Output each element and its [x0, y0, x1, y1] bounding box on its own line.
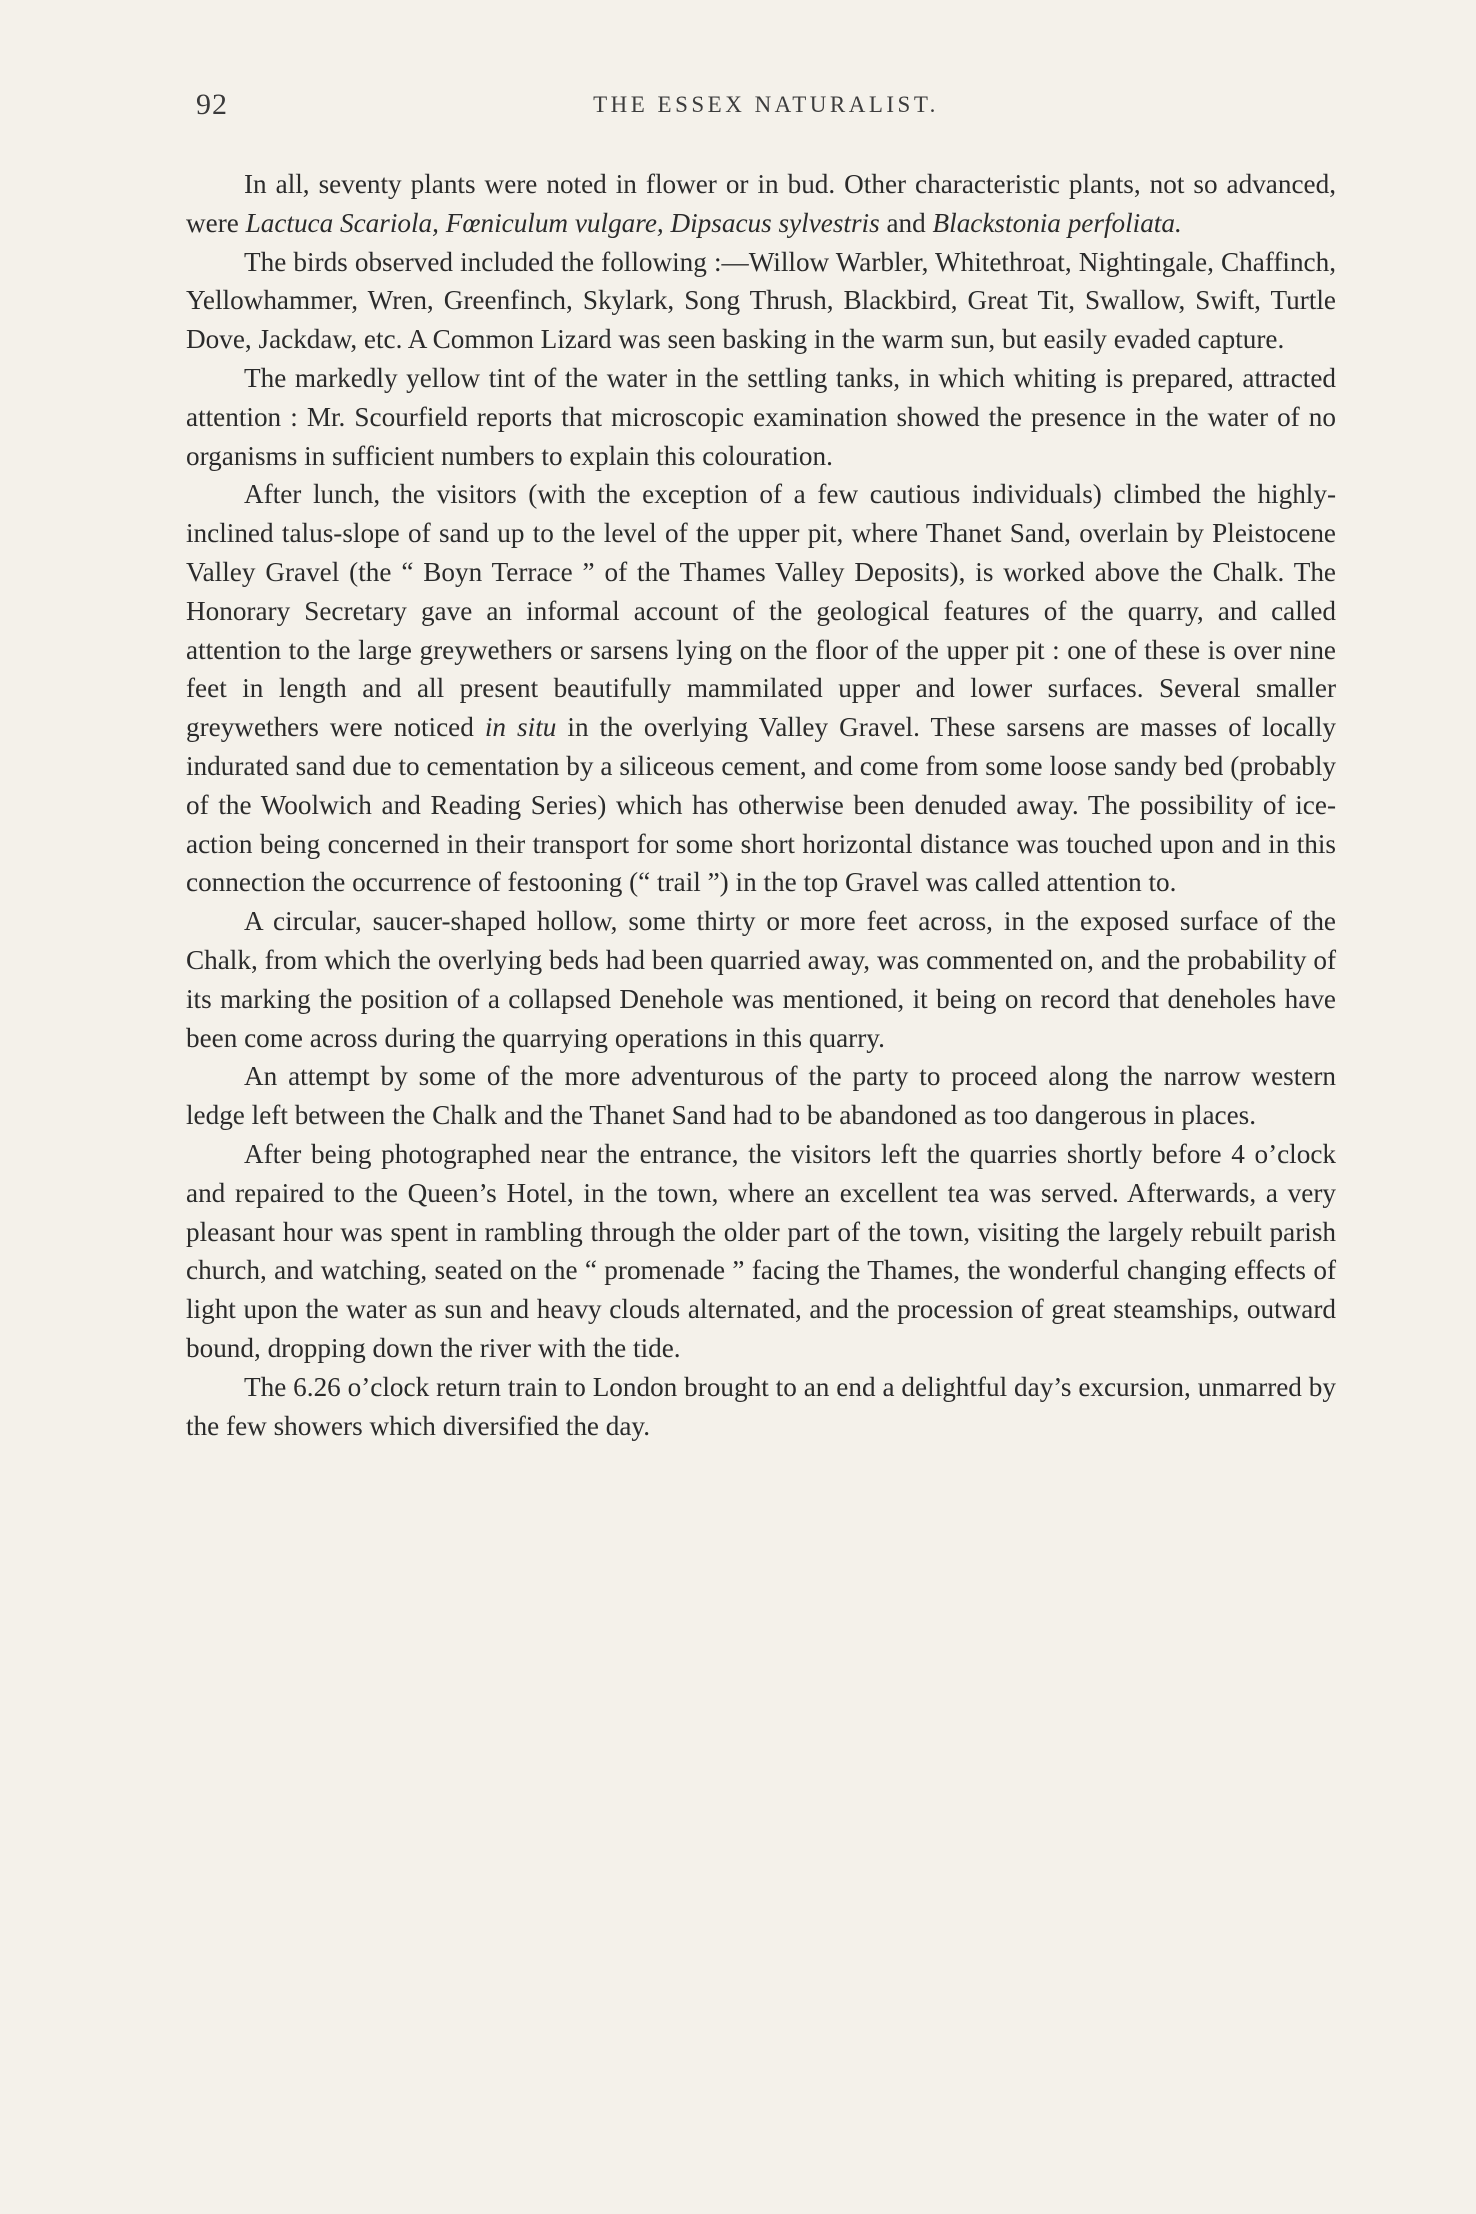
running-title: THE ESSEX NATURALIST.	[593, 92, 939, 117]
text-run: in the overlying Valley Gravel. These sarsens are masses of locally indurated sand due to cementation by a siliceous cement, and come from some loose sandy bed (probably of the Woolwich and Reading Series) which has otherwise been denuded away. The possibility of ice-action being concerned in their transport for some short horizontal distance was touched upon and in this connection the occurrence of festooning (“ trail ”) in the top Gravel was called attention to.	[186, 712, 1336, 898]
paragraph	[186, 359, 1336, 475]
paragraph	[186, 243, 1336, 359]
text-run: and	[879, 207, 933, 238]
text-run: An attempt by some of the more adventurous of the party to proceed along the narrow western ledge left between the Chalk and the Thanet Sand had to be abandoned as too dangerous in places.	[186, 1061, 1336, 1131]
paragraph	[186, 1368, 1336, 1446]
text-run: In all, seventy plants were noted in flower or in bud. Other characteristic plants, not so advanced, were	[186, 169, 1336, 238]
text-run: The birds observed included the following :—Willow Warbler, Whitethroat, Nightingale, Chaffinch, Yellowhammer, Wren, Greenfinch, Skylark, Song Thrush, Blackbird, Great Tit, Swallow, Swift, Turtle Dove, Jackdaw, etc. A Common Lizard was seen basking in the warm sun, but easily evaded capture.	[186, 246, 1336, 355]
paragraph	[186, 902, 1336, 1057]
page-header	[196, 88, 1336, 138]
paragraph	[186, 1135, 1336, 1368]
paragraph	[186, 1057, 1336, 1135]
species-names: Lactuca Scariola, Fœniculum vulgare, Dipsacus sylvestris	[245, 207, 880, 238]
paragraph	[186, 165, 1336, 243]
article-body	[186, 165, 1336, 1445]
text-run: The 6.26 o’clock return train to London brought to an end a delightful day’s excursion, unmarred by the few showers which diversified the day.	[186, 1371, 1336, 1441]
page-number: 92	[196, 88, 228, 121]
text-run: After lunch, the visitors (with the exception of a few cautious individuals) climbed the highly-inclined talus-slope of sand up to the level of the upper pit, where Thanet Sand, overlain by Pleistocene Valley Gravel (the “ Boyn Terrace ” of the Thames Valley Deposits), is worked above the Chalk. The Honorary Secretary gave an informal account of the geological features of the quarry, and called attention to the large greywethers or sarsens lying on the floor of the upper pit : one of these is over nine feet in length and all present beautifully mammilated upper and lower surfaces. Several smaller greywethers were noticed	[186, 479, 1336, 743]
paragraph	[186, 475, 1336, 902]
text-run: After being photographed near the entrance, the visitors left the quarries shortly before 4 o’clock and repaired to the Queen’s Hotel, in the town, where an excellent tea was served. Afterwards, a very pleasant hour was spent in rambling through the older part of the town, visiting the largely rebuilt parish church, and watching, seated on the “ promenade ” facing the Thames, the wonderful changing effects of light upon the water as sun and heavy clouds alternated, and the procession of great steamships, outward bound, dropping down the river with the tide.	[186, 1138, 1336, 1363]
latin-phrase: in situ	[484, 712, 557, 743]
text-run: A circular, saucer-shaped hollow, some thirty or more feet across, in the exposed surface of the Chalk, from which the overlying beds had been quarried away, was commented on, and the probability of its marking the position of a collapsed Denehole was mentioned, it being on record that deneholes have been come across during the quarrying operations in this quarry.	[186, 906, 1336, 1053]
text-run: The markedly yellow tint of the water in the settling tanks, in which whiting is prepared, attracted attention : Mr. Scourfield reports that microscopic examination showed the presence in the water of no organisms in sufficient numbers to explain this colouration.	[186, 362, 1336, 471]
species-name: Blackstonia perfoliata.	[932, 207, 1182, 238]
